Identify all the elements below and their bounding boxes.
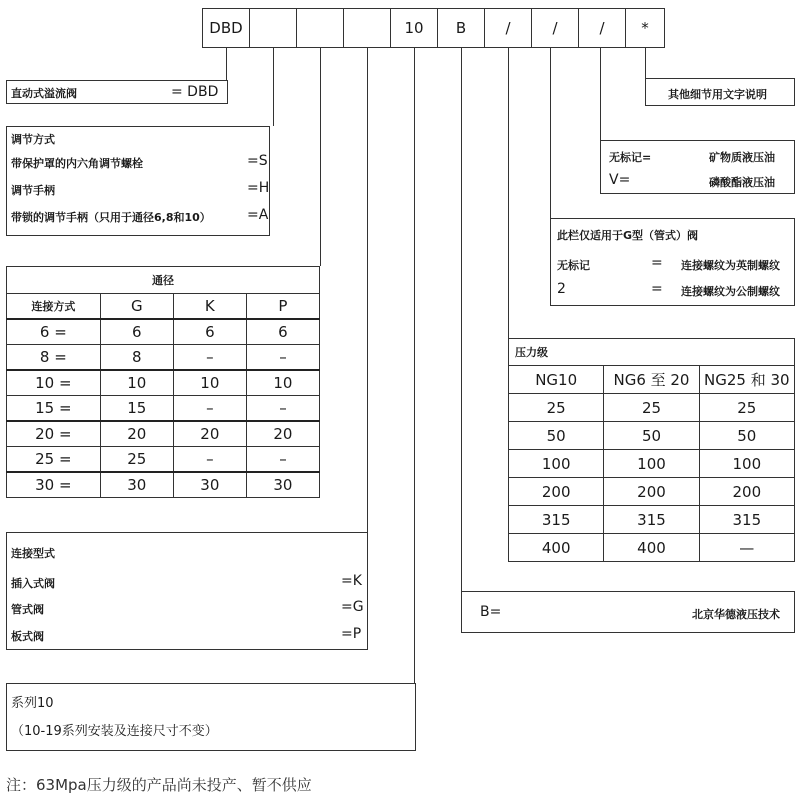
header-cell-conn <box>343 8 391 48</box>
other-label: 其他细节用文字说明 <box>668 88 767 101</box>
conn-p-label: 板式阀 <box>11 630 44 643</box>
conn-box <box>6 532 368 650</box>
table-cell: 25 <box>604 394 699 422</box>
pressure-header-ng10: NG10 <box>509 366 604 394</box>
header-cell-fluid <box>578 8 626 48</box>
table-cell: 6 <box>246 319 319 345</box>
slash-mark-3: / <box>599 19 605 37</box>
table-cell: 25 <box>100 447 173 473</box>
table-cell: 15 <box>100 396 173 422</box>
table-cell: 30 = <box>7 472 101 498</box>
conn-k-label: 插入式阀 <box>11 577 55 590</box>
conn-k-value: =K <box>341 573 362 589</box>
dbd-box <box>6 80 228 104</box>
thread-title: 此栏仅适用于G型（管式）阀 <box>557 229 699 242</box>
table-cell: 315 <box>699 506 794 534</box>
adjust-box <box>6 126 270 236</box>
table-cell: 50 <box>604 422 699 450</box>
adjust-h-label: 调节手柄 <box>11 184 55 197</box>
thread-code-2: 2 <box>557 281 566 297</box>
header-cell-other: * <box>625 8 665 48</box>
table-cell: 10 <box>246 370 319 396</box>
table-cell: 100 <box>509 450 604 478</box>
conn-g-value: =G <box>341 599 364 615</box>
brand-desc: 北京华德液压技术 <box>692 608 780 621</box>
table-cell: – <box>173 447 246 473</box>
table-cell: 200 <box>604 478 699 506</box>
table-cell: 50 <box>699 422 794 450</box>
table-cell: – <box>246 396 319 422</box>
slash-mark-2: / <box>552 19 558 37</box>
thread-code-1: 无标记 <box>557 259 590 272</box>
conn-title: 连接型式 <box>11 547 55 560</box>
table-cell: 200 <box>509 478 604 506</box>
table-cell: 15 = <box>7 396 101 422</box>
table-cell: 315 <box>509 506 604 534</box>
dbd-label: 直动式溢流阀 <box>11 87 77 100</box>
pressure-header-ng6-20: NG6 至 20 <box>604 366 699 394</box>
adjust-a-value: =A <box>247 207 269 223</box>
footnote: 注：63Mpa压力级的产品尚未投产、暂不供应 <box>6 776 312 794</box>
table-cell: 8 <box>100 345 173 371</box>
table-cell: 30 <box>246 472 319 498</box>
thread-desc-2: 连接螺纹为公制螺纹 <box>681 285 780 298</box>
other-box <box>645 78 795 106</box>
table-cell: 315 <box>604 506 699 534</box>
adjust-h-value: =H <box>247 180 270 196</box>
adjust-s-value: =S <box>247 153 268 169</box>
table-cell: 20 <box>100 421 173 447</box>
bore-table <box>6 266 320 498</box>
bore-header-g: G <box>100 294 173 320</box>
bore-title: 通径 <box>7 267 320 294</box>
table-cell: 400 <box>509 534 604 562</box>
header-cell-bore <box>296 8 344 48</box>
table-cell: 25 <box>509 394 604 422</box>
table-cell: 10 <box>173 370 246 396</box>
header-cell-brand: B <box>437 8 485 48</box>
fluid-code-2: V= <box>609 172 631 188</box>
table-cell: 400 <box>604 534 699 562</box>
thread-eq-2: = <box>651 281 663 297</box>
table-cell: 20 <box>173 421 246 447</box>
pressure-title: 压力级 <box>509 339 795 366</box>
thread-eq-1: = <box>651 255 663 271</box>
adjust-title: 调节方式 <box>11 133 55 146</box>
conn-g-label: 管式阀 <box>11 603 44 616</box>
header-cell-thread <box>531 8 579 48</box>
slash-mark-1: / <box>505 19 511 37</box>
adjust-s-label: 带保护罩的内六角调节螺栓 <box>11 157 143 170</box>
table-cell: 50 <box>509 422 604 450</box>
table-cell: — <box>699 534 794 562</box>
table-cell: – <box>246 345 319 371</box>
table-cell: 10 = <box>7 370 101 396</box>
series-box <box>6 683 416 751</box>
thread-desc-1: 连接螺纹为英制螺纹 <box>681 259 780 272</box>
table-cell: – <box>173 345 246 371</box>
fluid-code-1: 无标记= <box>609 151 652 164</box>
pressure-table <box>508 338 795 562</box>
table-cell: 100 <box>604 450 699 478</box>
table-cell: 25 = <box>7 447 101 473</box>
brand-box <box>461 591 795 633</box>
header-cell-pressure <box>484 8 532 48</box>
table-cell: 10 <box>100 370 173 396</box>
dbd-value: = DBD <box>171 84 219 100</box>
table-cell: – <box>246 447 319 473</box>
brand-code: B= <box>480 604 502 620</box>
header-cell-series: 10 <box>390 8 438 48</box>
table-cell: 30 <box>100 472 173 498</box>
bore-header-p: P <box>246 294 319 320</box>
table-cell: 6 = <box>7 319 101 345</box>
pressure-header-ng25-30: NG25 和 30 <box>699 366 794 394</box>
table-cell: 6 <box>100 319 173 345</box>
table-cell: 20 <box>246 421 319 447</box>
table-cell: 25 <box>699 394 794 422</box>
bore-header-conn: 连接方式 <box>7 294 101 320</box>
series-title: 系列10 <box>11 696 54 711</box>
table-cell: – <box>173 396 246 422</box>
table-cell: 8 = <box>7 345 101 371</box>
thread-box <box>550 218 795 306</box>
bore-header-k: K <box>173 294 246 320</box>
adjust-a-label: 带锁的调节手柄（只用于通径6,8和10） <box>11 211 211 224</box>
table-cell: 200 <box>699 478 794 506</box>
fluid-desc-2: 磷酸酯液压油 <box>709 176 775 189</box>
table-cell: 30 <box>173 472 246 498</box>
conn-p-value: =P <box>341 626 362 642</box>
fluid-box <box>600 140 795 194</box>
header-cell-dbd: DBD <box>202 8 250 48</box>
fluid-desc-1: 矿物质液压油 <box>709 151 775 164</box>
table-cell: 20 = <box>7 421 101 447</box>
table-cell: 100 <box>699 450 794 478</box>
series-note: （10-19系列安装及连接尺寸不变） <box>11 724 218 739</box>
table-cell: 6 <box>173 319 246 345</box>
header-cell-adjust <box>249 8 297 48</box>
